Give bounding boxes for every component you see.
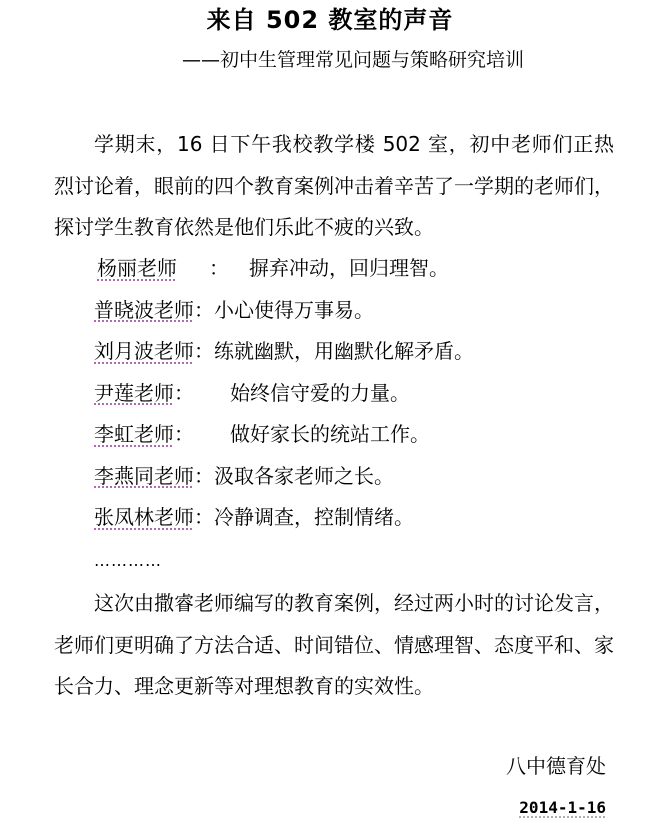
- quote-text: 始终信守爱的力量。: [230, 380, 410, 405]
- quote-separator: ：: [174, 422, 194, 446]
- ellipsis: …………: [94, 551, 162, 570]
- document-subtitle: ——初中生管理常见问题与策略研究培训: [182, 49, 525, 71]
- teacher-name: 杨丽老师: [97, 256, 177, 280]
- document-title: 来自 502 教室的声音: [206, 6, 454, 34]
- teacher-name: 李燕同老师: [94, 463, 194, 488]
- teacher-name: 李虹老师: [94, 422, 174, 446]
- document-date: 2014-1-16: [519, 798, 606, 817]
- quote-text: 小心使得万事易。: [214, 297, 374, 322]
- quote-separator: ：: [194, 297, 214, 322]
- intro-paragraph: 学期末，16 日下午我校教学楼 502 室，初中老师们正热烈讨论着，眼前的四个教育案例冲击着辛苦了一学期的老师们，探讨学生教育依然是他们乐此不疲的兴致。: [54, 132, 614, 239]
- quote-text: 练就幽默，用幽默化解矛盾。: [214, 339, 474, 363]
- teacher-quote: [94, 456, 474, 498]
- department-signature: 八中德育处: [506, 754, 606, 778]
- conclusion-paragraph: 这次由撒睿老师编写的教育案例，经过两小时的讨论发言，老师们更明确了方法合适、时间错位、情感理智、态度平和、家长合力、理念更新等对理想教育的实效性。: [54, 591, 614, 698]
- teacher-quote: [94, 331, 474, 373]
- quote-separator: ：: [194, 505, 214, 529]
- teacher-quote-list: [94, 248, 474, 539]
- teacher-quote: [94, 248, 474, 290]
- quote-text: 摒弃冲动，回归理智。: [249, 256, 449, 280]
- quote-separator: ：: [194, 463, 214, 488]
- teacher-quote: [94, 497, 474, 539]
- teacher-quote: [94, 373, 474, 415]
- quote-text: 做好家长的统站工作。: [230, 422, 430, 446]
- teacher-quote: [94, 414, 474, 456]
- teacher-name: 尹莲老师: [94, 380, 174, 405]
- quote-text: 汲取各家老师之长。: [214, 463, 394, 488]
- teacher-quote: [94, 290, 474, 332]
- teacher-name: 普晓波老师: [94, 297, 194, 322]
- teacher-name: 刘月波老师: [94, 339, 194, 363]
- quote-separator: ：: [209, 256, 229, 280]
- quote-text: 冷静调查，控制情绪。: [214, 505, 414, 529]
- quote-separator: ：: [194, 339, 214, 363]
- quote-separator: ：: [174, 380, 194, 405]
- teacher-name: 张凤林老师: [94, 505, 194, 529]
